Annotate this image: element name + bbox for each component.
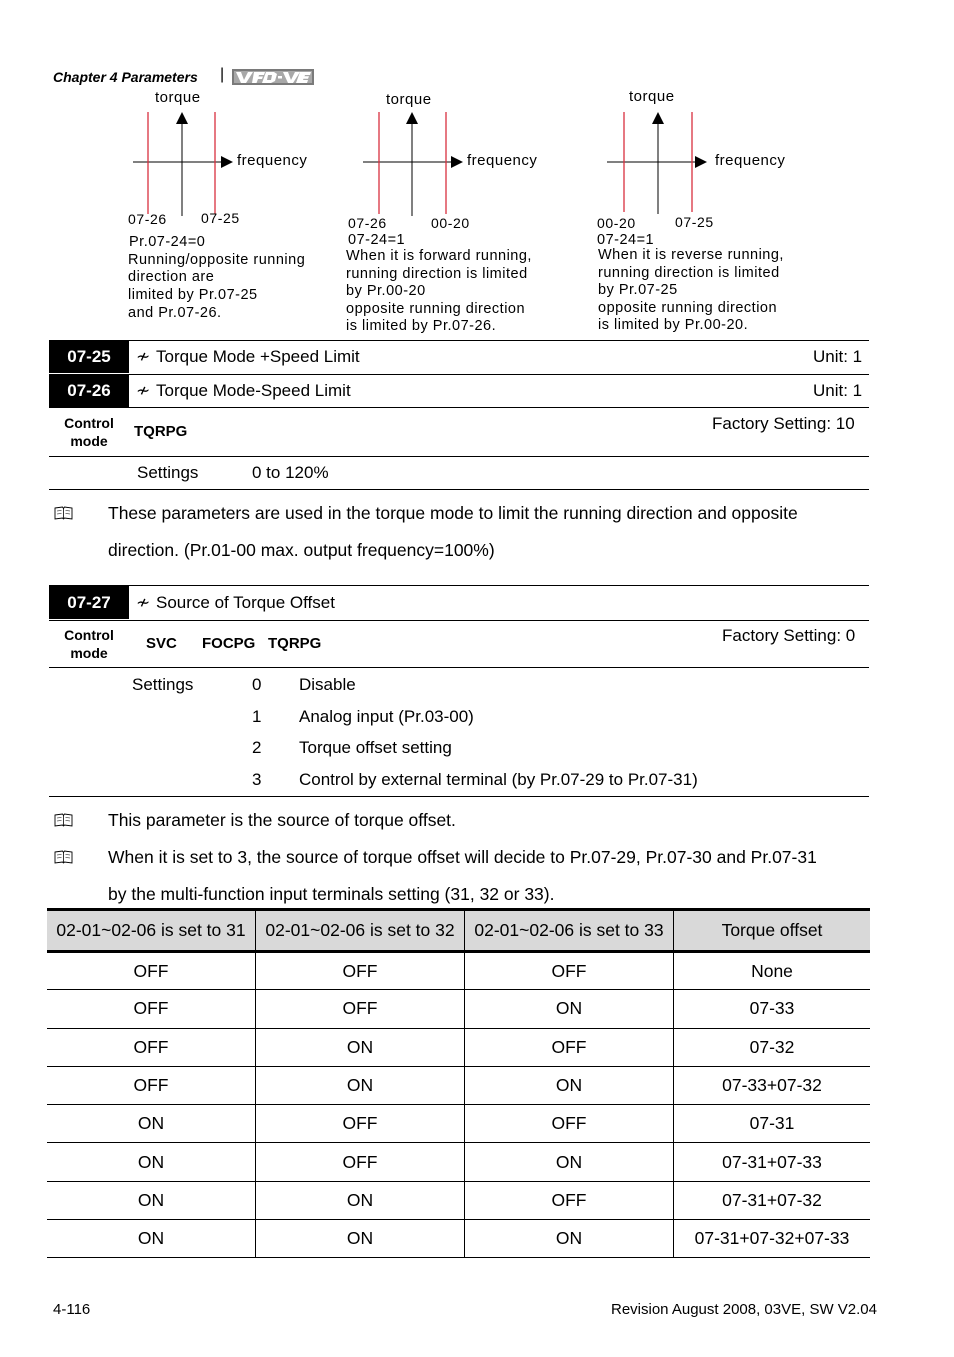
book-icon <box>54 506 73 520</box>
divider <box>49 456 869 457</box>
diagram-1-note-1: Running/opposite running <box>128 252 306 268</box>
table-cell: ON <box>465 990 674 1028</box>
table-cell: OFF <box>256 952 465 990</box>
param-unit-07-25: Unit: 1 <box>813 347 863 366</box>
diagram-3-note-3: by Pr.07-25 <box>598 282 678 298</box>
table-cell: OFF <box>256 1105 465 1143</box>
param-code-07-25: 07-25 <box>49 341 129 373</box>
param-unit-07-26: Unit: 1 <box>813 381 863 400</box>
diagram-2-note-4: opposite running direction <box>346 301 526 317</box>
table-header-cell: 02-01~02-06 is set to 33 <box>465 910 674 952</box>
diagram-2-torque-label: torque <box>386 91 432 108</box>
table-cell: OFF <box>465 952 674 990</box>
table-cell: 07-32 <box>674 1028 871 1066</box>
setting-value-0: 0 <box>252 675 262 694</box>
table-row <box>47 1028 870 1066</box>
param-symbol-icon: ≁ <box>136 381 151 400</box>
diagram-2-note-1: When it is forward running, <box>346 248 532 264</box>
table-cell: 07-31+07-32 <box>674 1181 871 1219</box>
control-mode-label-line1: Control <box>64 627 114 643</box>
control-mode-tqrpg: TQRPG <box>268 635 322 652</box>
diagram-3-note-2: running direction is limited <box>598 265 780 281</box>
diagram-3-note-4: opposite running direction <box>598 300 778 316</box>
table-cell: OFF <box>47 1028 256 1066</box>
table-cell: 07-31+07-33 <box>674 1143 871 1181</box>
diagram-2-setting: 07-24=1 <box>348 232 406 248</box>
diagram-2-axes <box>355 108 475 218</box>
setting-value-3: 3 <box>252 770 262 789</box>
table-cell: OFF <box>465 1028 674 1066</box>
control-mode-label <box>49 414 129 450</box>
table-cell: OFF <box>465 1181 674 1219</box>
divider <box>49 407 869 408</box>
table-row <box>47 1220 870 1258</box>
note-line-3: by the multi-function input terminals setting (31, 32 or 33). <box>108 884 555 904</box>
diagram-1-note-3: limited by Pr.07-25 <box>128 287 258 303</box>
table-cell: ON <box>47 1105 256 1143</box>
table-row <box>47 952 870 990</box>
table-cell: ON <box>465 1066 674 1104</box>
book-icon <box>54 850 73 864</box>
table-cell: OFF <box>47 1066 256 1104</box>
note-line-1: This parameter is the source of torque offset. <box>108 810 456 830</box>
diagram-2-right-limit: 00-20 <box>431 215 470 231</box>
param-name-07-27: Source of Torque Offset <box>156 593 335 612</box>
diagram-2-frequency-label: frequency <box>467 152 538 169</box>
diagram-3-setting: 07-24=1 <box>597 232 655 248</box>
table-cell: ON <box>47 1181 256 1219</box>
divider <box>49 585 869 586</box>
book-icon <box>54 813 73 827</box>
divider <box>49 796 869 797</box>
divider <box>49 620 869 621</box>
table-row <box>47 1105 870 1143</box>
table-header-row <box>47 910 870 952</box>
diagram-3-torque-label: torque <box>629 88 675 105</box>
diagram-1-note-4: and Pr.07-26. <box>128 305 222 321</box>
table-cell: None <box>674 952 871 990</box>
table-cell: ON <box>47 1220 256 1258</box>
table-cell: OFF <box>47 952 256 990</box>
table-header-cell: 02-01~02-06 is set to 32 <box>256 910 465 952</box>
diagram-2-note-2: running direction is limited <box>346 266 528 282</box>
table-row <box>47 1181 870 1219</box>
control-mode-label-line2: mode <box>70 645 108 661</box>
table-cell: OFF <box>465 1105 674 1143</box>
page-number: 4-116 <box>53 1301 91 1318</box>
table-cell: ON <box>465 1220 674 1258</box>
divider <box>49 340 869 341</box>
setting-text-1: Analog input (Pr.03-00) <box>299 707 474 726</box>
settings-label: Settings <box>132 675 194 694</box>
settings-label: Settings <box>137 463 199 482</box>
setting-text-2: Torque offset setting <box>299 738 452 757</box>
table-row <box>47 1066 870 1104</box>
table-cell: ON <box>256 1066 465 1104</box>
control-mode-label-line1: Control <box>64 415 114 431</box>
torque-offset-table <box>47 908 870 1258</box>
diagram-1-frequency-label: frequency <box>237 152 308 169</box>
diagram-1-setting: Pr.07-24=0 <box>129 234 206 250</box>
table-cell: OFF <box>47 990 256 1028</box>
chapter-title: Chapter 4 Parameters <box>53 69 198 85</box>
diagram-1-note-2: direction are <box>128 269 215 285</box>
diagram-3-frequency-label: frequency <box>715 152 786 169</box>
control-mode-svc: SVC <box>146 635 177 652</box>
table-cell: ON <box>465 1143 674 1181</box>
table-cell: ON <box>256 1181 465 1219</box>
table-cell: 07-33 <box>674 990 871 1028</box>
control-mode-label <box>49 626 129 662</box>
table-cell: 07-31 <box>674 1105 871 1143</box>
param-code-07-27: 07-27 <box>49 586 129 619</box>
table-header-cell: 02-01~02-06 is set to 31 <box>47 910 256 952</box>
table-cell: ON <box>256 1220 465 1258</box>
param-symbol-icon: ≁ <box>136 593 151 612</box>
factory-setting: Factory Setting: 0 <box>722 626 856 645</box>
param-symbol-icon: ≁ <box>136 347 151 366</box>
description-line-2: direction. (Pr.01-00 max. output frequency=100%) <box>108 540 495 560</box>
setting-text-0: Disable <box>299 675 356 694</box>
divider <box>49 667 869 668</box>
diagram-2-note-5: is limited by Pr.07-26. <box>346 318 497 334</box>
diagram-3-right-limit: 07-25 <box>675 214 714 230</box>
control-mode-focpg: FOCPG <box>202 635 256 652</box>
diagram-3-note-5: is limited by Pr.00-20. <box>598 317 749 333</box>
table-cell: OFF <box>256 990 465 1028</box>
setting-value-1: 1 <box>252 707 262 726</box>
divider <box>49 489 869 490</box>
table-header-cell: Torque offset <box>674 910 871 952</box>
table-cell: 07-31+07-32+07-33 <box>674 1220 871 1258</box>
header-separator: | <box>220 66 225 83</box>
vfd-ve-logo <box>232 69 314 85</box>
table-cell: ON <box>47 1143 256 1181</box>
setting-value-2: 2 <box>252 738 262 757</box>
param-code-07-26: 07-26 <box>49 375 129 407</box>
setting-text-3: Control by external terminal (by Pr.07-29 to Pr.07-31) <box>299 770 698 789</box>
control-mode-label-line2: mode <box>70 433 108 449</box>
control-mode-value: TQRPG <box>134 423 188 440</box>
divider <box>49 374 869 375</box>
table-cell: OFF <box>256 1143 465 1181</box>
description-line-1: These parameters are used in the torque mode to limit the running direction and opposite <box>108 503 798 523</box>
diagram-1-left-limit: 07-26 <box>128 211 167 227</box>
revision-info: Revision August 2008, 03VE, SW V2.04 <box>611 1301 877 1318</box>
settings-value: 0 to 120% <box>252 463 329 482</box>
param-name-07-25: Torque Mode +Speed Limit <box>156 347 360 366</box>
factory-setting: Factory Setting: 10 <box>712 414 855 433</box>
diagram-2-note-3: by Pr.00-20 <box>346 283 426 299</box>
table-row <box>47 1143 870 1181</box>
diagram-1-right-limit: 07-25 <box>201 210 240 226</box>
diagram-3-axes <box>601 108 721 218</box>
table-cell: 07-33+07-32 <box>674 1066 871 1104</box>
diagram-1-axes <box>125 108 245 218</box>
diagram-3-left-limit: 00-20 <box>597 215 636 231</box>
diagram-1-torque-label: torque <box>155 89 201 106</box>
table-row <box>47 990 870 1028</box>
note-line-2: When it is set to 3, the source of torque offset will decide to Pr.07-29, Pr.07-30 and Pr.07-31 <box>108 847 817 867</box>
diagram-2-left-limit: 07-26 <box>348 215 387 231</box>
diagram-3-note-1: When it is reverse running, <box>598 247 784 263</box>
table-cell: ON <box>256 1028 465 1066</box>
param-name-07-26: Torque Mode-Speed Limit <box>156 381 351 400</box>
